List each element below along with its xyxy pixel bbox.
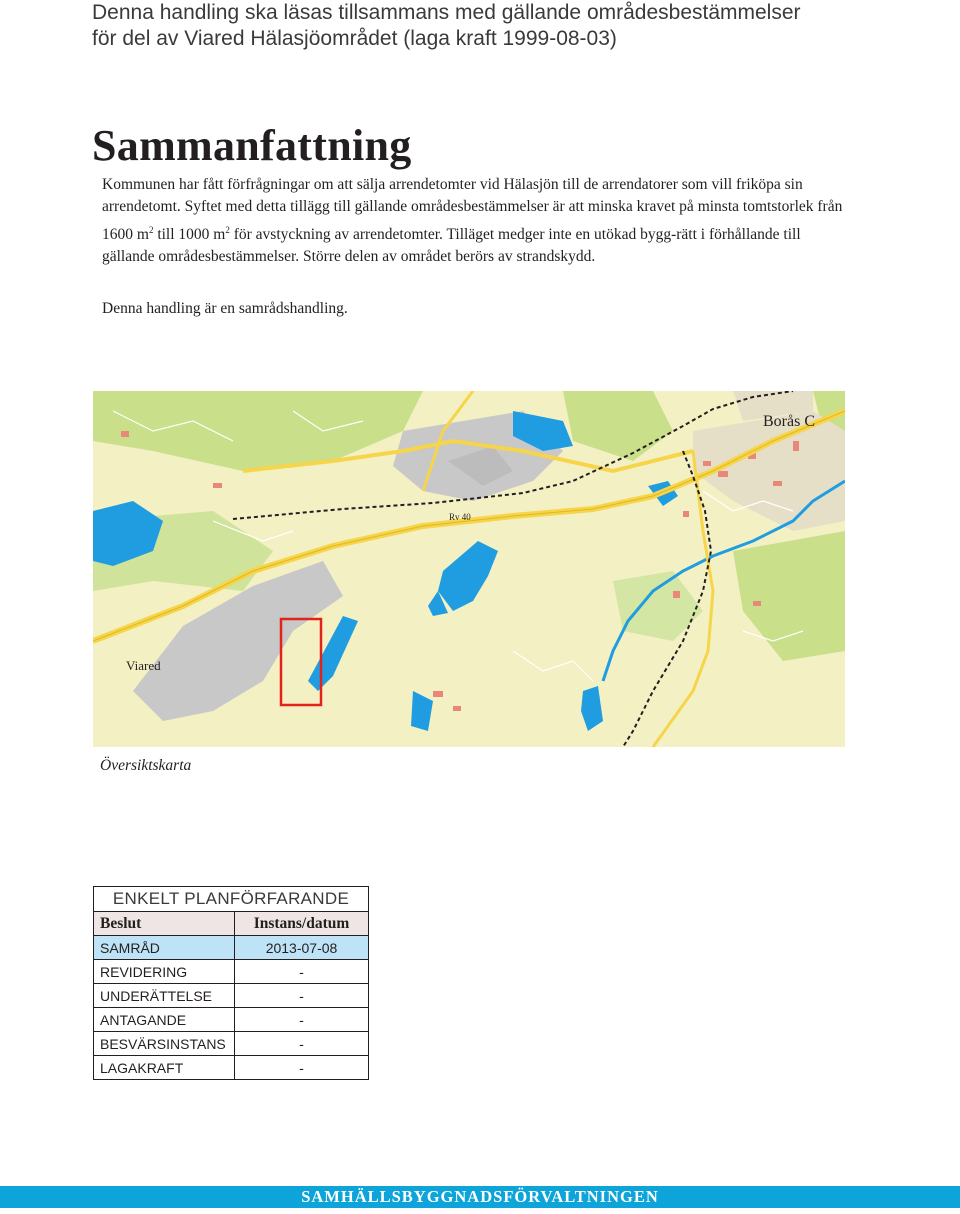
- forest-area: [613, 571, 703, 641]
- procedure-table-title: ENKELT PLANFÖRFARANDE: [94, 887, 369, 912]
- superscript-2: 2: [225, 224, 230, 235]
- forest-area: [563, 391, 673, 461]
- column-header-decision: Beslut: [94, 912, 235, 936]
- row-value: -: [235, 1008, 369, 1032]
- summary-paragraph: [102, 174, 852, 269]
- table-row: [94, 1032, 369, 1056]
- table-row: [94, 1008, 369, 1032]
- map-label-boras: Borås C: [763, 413, 815, 430]
- row-value: -: [235, 984, 369, 1008]
- row-step: REVIDERING: [94, 960, 235, 984]
- row-value: -: [235, 960, 369, 984]
- row-step: ANTAGANDE: [94, 1008, 235, 1032]
- intro-line-1: Denna handling ska läsas tillsammans med gällande områdesbestämmelser: [92, 1, 801, 24]
- footer-department: SAMHÄLLSBYGGNADSFÖRVALTNINGEN: [301, 1187, 659, 1206]
- consultation-note: Denna handling är en samrådshandling.: [102, 300, 348, 317]
- procedure-table: [93, 886, 369, 1080]
- table-row: [94, 984, 369, 1008]
- lake: [411, 691, 433, 731]
- row-step: BESVÄRSINSTANS: [94, 1032, 235, 1056]
- map-label-viared: Viared: [126, 658, 161, 673]
- intro-line-2: för del av Viared Hälasjöområdet (laga kraft 1999-08-03): [92, 27, 617, 50]
- table-row: [94, 1056, 369, 1080]
- footer-bar: [0, 1186, 960, 1208]
- row-step: SAMRÅD: [94, 936, 235, 960]
- summary-text-2: till 1000 m: [153, 225, 226, 243]
- map-caption: Översiktskarta: [100, 757, 192, 774]
- intro-note: [92, 0, 912, 52]
- forest-area: [733, 531, 845, 661]
- lake: [438, 541, 498, 611]
- row-value: -: [235, 1032, 369, 1056]
- table-row: [94, 960, 369, 984]
- lake: [308, 616, 358, 691]
- forest-area: [93, 391, 423, 471]
- row-step: LAGAKRAFT: [94, 1056, 235, 1080]
- overview-map: [93, 391, 845, 747]
- row-value: -: [235, 1056, 369, 1080]
- page-title: Sammanfattning: [92, 121, 412, 170]
- summary-text-3: för avstyckning av arrendetomter. Tilläget medger inte en utökad bygg-rätt i förhållande till gällande områdesbestämmelser. Större delen av området berörs av strandskydd.: [102, 225, 801, 266]
- superscript-1: 2: [148, 224, 154, 235]
- row-value: 2013-07-08: [235, 936, 369, 960]
- lake: [581, 686, 603, 731]
- summary-text-1: Kommunen har fått förfrågningar om att sälja arrendetomter vid Hälasjön till de arrendatorer som vill friköpa sin arrendetomt. Syftet med detta tillägg till gällande områdesbestämmelser är att minska kravet på minsta tomtstorlek från 1600 m: [102, 176, 843, 243]
- row-step: UNDERÄTTELSE: [94, 984, 235, 1008]
- map-label-road: Rv 40: [449, 512, 471, 522]
- column-header-instance: Instans/datum: [235, 912, 369, 936]
- map-graphic: [93, 391, 845, 747]
- table-row: [94, 936, 369, 960]
